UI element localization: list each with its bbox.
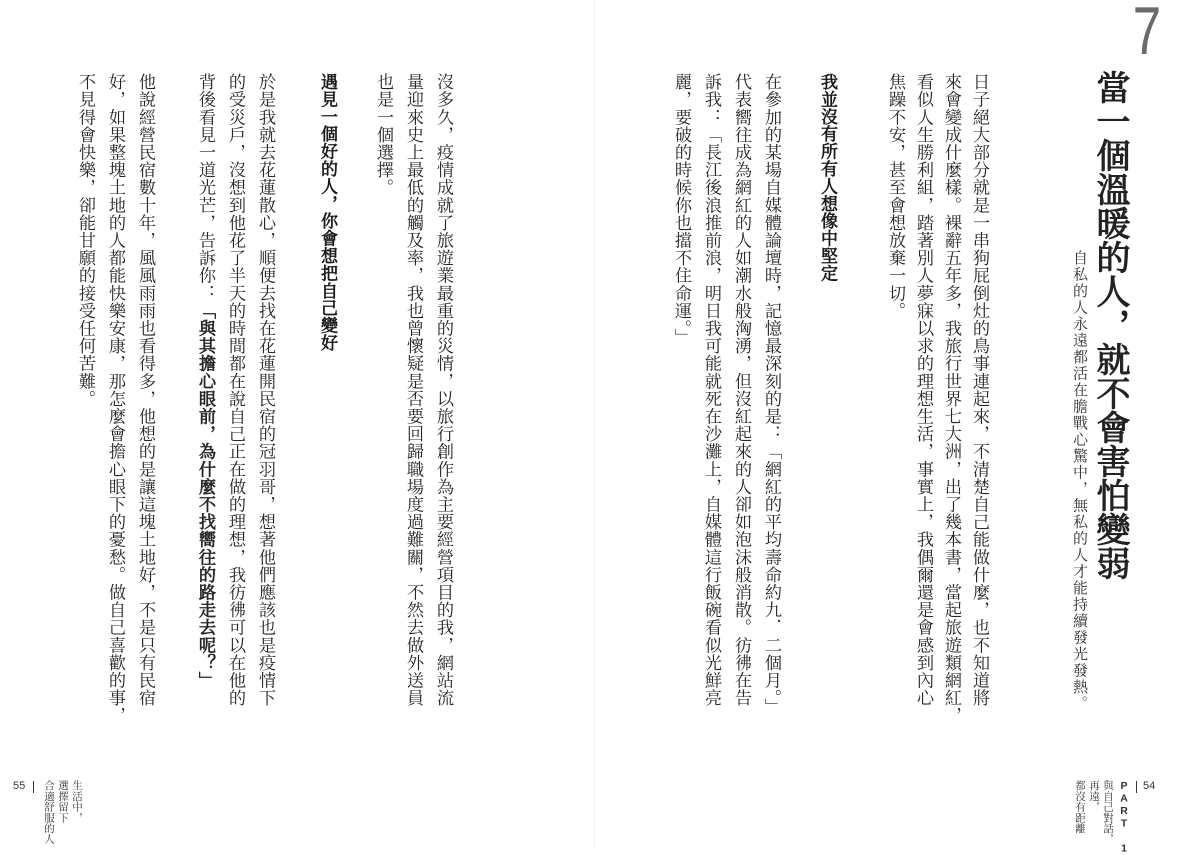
running-head-line: 與自己對話， [1102,780,1114,845]
body-line: 的受災戶，沒想到他花了半天的時間都在說自己正在做的理想，我彷彿可以在他的 [225,73,245,707]
folio-divider [1136,781,1137,793]
emphasis-quote: 「與其擔心眼前，為什麼不找嚮往的路走去呢？」 [195,301,215,690]
folio-divider [33,781,34,793]
body-line: 量迎來史上最低的觸及率，我也曾懷疑是否要回歸職場度過難關，不然去做外送員 [403,73,423,707]
body-line: 沒多久，疫情成就了旅遊業最重的災情，以旅行創作為主要經營項目的我，網站流 [433,73,453,707]
running-head-line: 合適舒服的人 [43,780,55,845]
page-number-left: 55 [13,780,26,792]
body-line: 訴我：「長江後浪推前浪，明日我可能就死在沙灘上，自媒體這行飯碗看似光鮮亮 [701,73,721,707]
body-line [194,73,216,689]
body-line: 麗，要破的時候你也擋不住命運。」 [671,73,691,346]
body-line: 焦躁不安，甚至會想放棄一切。 [885,73,905,320]
section-heading: 我並沒有所有人想像中堅定 [817,73,837,282]
part-label: PART 1 [1118,780,1130,855]
body-line: 日子絕大部分就是一串狗屁倒灶的鳥事連起來，不清楚自己能做什麼，也不知道將 [969,73,989,707]
body-text: 背後看見一道光芒，告訴你： [195,73,215,302]
body-line: 於是我就去花蓮散心，順便去找在花蓮開民宿的冠羽哥，想著他們應該也是疫情下 [255,73,275,707]
body-line: 看似人生勝利組，踏著別人夢寐以求的理想生活，事實上，我偶爾還是會感到內心 [913,73,933,707]
body-line: 好，如果整塊土地的人都能快樂安康，那怎麼會擔心眼下的憂愁。做自己喜歡的事， [105,73,125,725]
chapter-number: 7 [1132,0,1162,69]
spread-gutter [594,0,595,848]
running-head-line: 選擇留下 [57,780,69,823]
body-line: 他說經營民宿數十年，風風雨雨也看得多，他想的是讓這塊土地好，不是只有民宿 [135,73,155,707]
running-head-line: 都沒有距離 [1074,780,1086,834]
running-head-line: 再遠， [1088,780,1100,813]
body-line: 來會變成什麼樣。裸辭五年多，我旅行世界七大洲，出了幾本書，當起旅遊類網紅， [941,73,961,725]
running-head-line: 生活中， [71,780,83,823]
body-line: 不見得會快樂，卻能甘願的接受任何苦難。 [75,73,95,408]
body-line: 也是一個選擇。 [373,73,393,197]
body-line: 在參加的某場自媒體論壇時，記憶最深刻的是：「網紅的平均壽命約九．二個月。」 [761,73,781,716]
section-heading: 遇見一個好的人，你會想把自己變好 [317,73,337,352]
body-line: 代表嚮往成為網紅的人如潮水般洶湧，但沒紅起來的人卻如泡沫般消散。彷彿在告 [731,73,751,707]
chapter-title: 當一個溫暖的人，就不會害怕變弱 [1090,70,1130,580]
chapter-subtitle: 自私的人永遠都活在膽戰心驚中，無私的人才能持續發光發熱。 [1071,250,1089,712]
page-number-right: 54 [1143,780,1156,792]
